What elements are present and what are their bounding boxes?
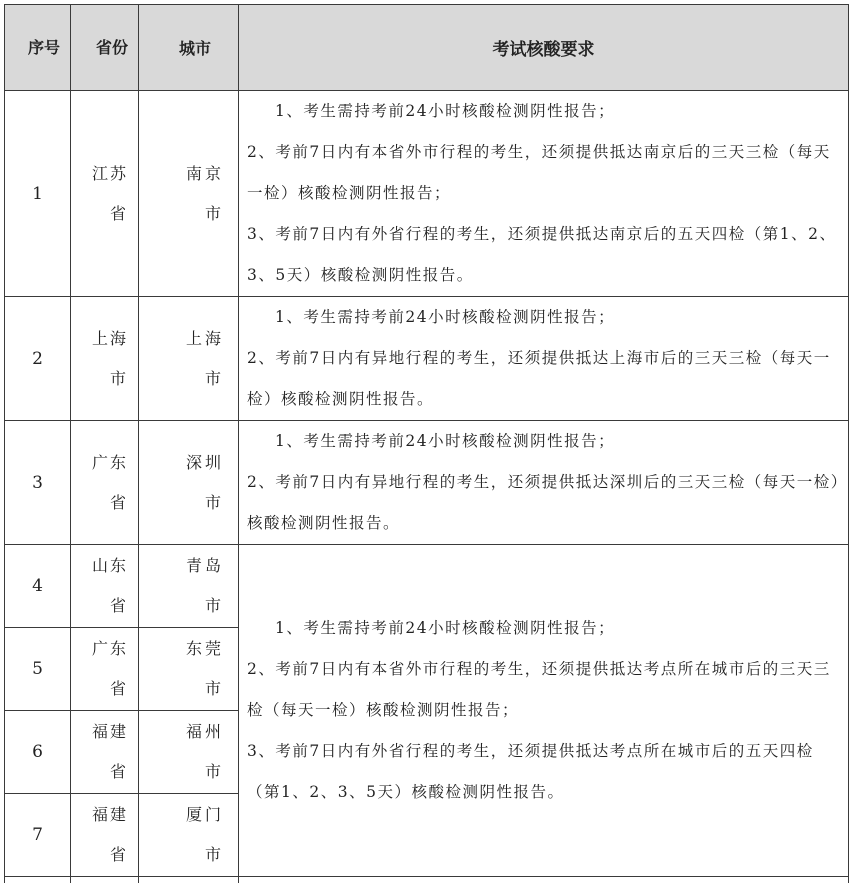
- row-seq: 4: [5, 545, 71, 628]
- row-seq: 3: [5, 421, 71, 545]
- row-province: 福建省: [71, 794, 139, 877]
- row-city: 东莞市: [139, 628, 239, 711]
- requirement-line: 2、考前7日内有本省外市行程的考生，还须提供抵达考点所在城市后的三天三检（每天一检）核酸检测阴性报告；: [247, 649, 842, 731]
- requirement-line: 3、考前7日内有外省行程的考生，还须提供抵达考点所在城市后的五天四检（第1、2、3、5天）核酸检测阴性报告。: [247, 731, 842, 813]
- row-seq: 2: [5, 297, 71, 421]
- row-city: 南京市: [139, 91, 239, 297]
- table-bottom-edge: [5, 877, 849, 883]
- row-seq: 6: [5, 711, 71, 794]
- table-row: [5, 297, 849, 421]
- row-province: 上海市: [71, 297, 139, 421]
- row-seq: 5: [5, 628, 71, 711]
- header-city: 城市: [139, 5, 239, 91]
- row-requirements: [239, 297, 849, 421]
- table-row: [5, 545, 849, 628]
- table-row: [5, 421, 849, 545]
- bottom-cell: [139, 877, 239, 883]
- requirement-line: 1、考生需持考前24小时核酸检测阴性报告；: [247, 421, 842, 462]
- row-requirements: [239, 91, 849, 297]
- row-city: 福州市: [139, 711, 239, 794]
- requirement-line: 1、考生需持考前24小时核酸检测阴性报告；: [247, 297, 842, 338]
- table-row: [5, 91, 849, 297]
- row-province: 广东省: [71, 628, 139, 711]
- row-province: 广东省: [71, 421, 139, 545]
- requirement-line: 2、考前7日内有异地行程的考生，还须提供抵达上海市后的三天三检（每天一检）核酸检测阴性报告。: [247, 338, 842, 420]
- exam-requirements-table: [4, 4, 849, 883]
- bottom-cell: [71, 877, 139, 883]
- row-province: 山东省: [71, 545, 139, 628]
- row-requirements: [239, 421, 849, 545]
- requirement-line: 1、考生需持考前24小时核酸检测阴性报告；: [247, 91, 842, 132]
- bottom-cell: [5, 877, 71, 883]
- row-city: 上海市: [139, 297, 239, 421]
- row-province: 江苏省: [71, 91, 139, 297]
- header-province: 省份: [71, 5, 139, 91]
- requirement-line: 3、考前7日内有外省行程的考生，还须提供抵达南京后的五天四检（第1、2、3、5天）核酸检测阴性报告。: [247, 214, 842, 296]
- row-seq: 7: [5, 794, 71, 877]
- requirement-line: 2、考前7日内有异地行程的考生，还须提供抵达深圳后的三天三检（每天一检）核酸检测阴性报告。: [247, 462, 842, 544]
- row-province: 福建省: [71, 711, 139, 794]
- requirement-line: 1、考生需持考前24小时核酸检测阴性报告；: [247, 608, 842, 649]
- header-requirement: 考试核酸要求: [239, 5, 849, 91]
- row-seq: 1: [5, 91, 71, 297]
- row-city: 深圳市: [139, 421, 239, 545]
- table-header-row: [5, 5, 849, 91]
- requirement-line: 2、考前7日内有本省外市行程的考生，还须提供抵达南京后的三天三检（每天一检）核酸检测阴性报告；: [247, 132, 842, 214]
- row-city: 青岛市: [139, 545, 239, 628]
- header-seq: 序号: [5, 5, 71, 91]
- shared-requirements: [239, 545, 849, 877]
- row-city: 厦门市: [139, 794, 239, 877]
- bottom-cell: [239, 877, 849, 883]
